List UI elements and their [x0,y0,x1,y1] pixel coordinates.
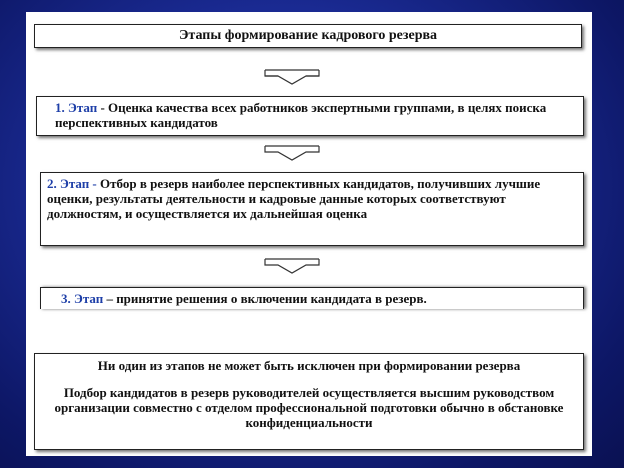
stage-1-text: - Оценка качества всех работников экспертными группами, в целях поиска перспективных кандидатов [55,100,547,130]
down-arrow-icon [264,144,320,162]
stage-2-text: Отбор в резерв наиболее перспективных кандидатов, получивших лучшие оценки, результаты деятельности и кадровые данные которых соответствуют должностям, и осуществляется их дальнейшая оценка [47,176,541,221]
slide-panel [26,12,592,456]
note-line-2: Подбор кандидатов в резерв руководителей осуществляется высшим руководством организации совместно с отделом профессиональной подготовки обычно в обстановке конфиденциальности [54,385,564,430]
stage-2-label: 2. Этап - [47,176,97,191]
stage-2-box [40,172,584,246]
stage-1-box [36,96,584,136]
stage-3-box [40,287,584,309]
stage-3-label: 3. Этап [61,291,104,306]
note-line-1: Ни один из этапов не может быть исключен при формировании резерва [97,358,521,373]
stage-3-text: – принятие решения о включении кандидата в резерв. [103,291,427,306]
down-arrow-icon [264,68,320,86]
diagram-title: Этапы формирование кадрового резерва [34,24,582,48]
down-arrow-icon [264,257,320,275]
stage-1-label: 1. Этап [55,100,98,115]
note-box [34,353,584,450]
